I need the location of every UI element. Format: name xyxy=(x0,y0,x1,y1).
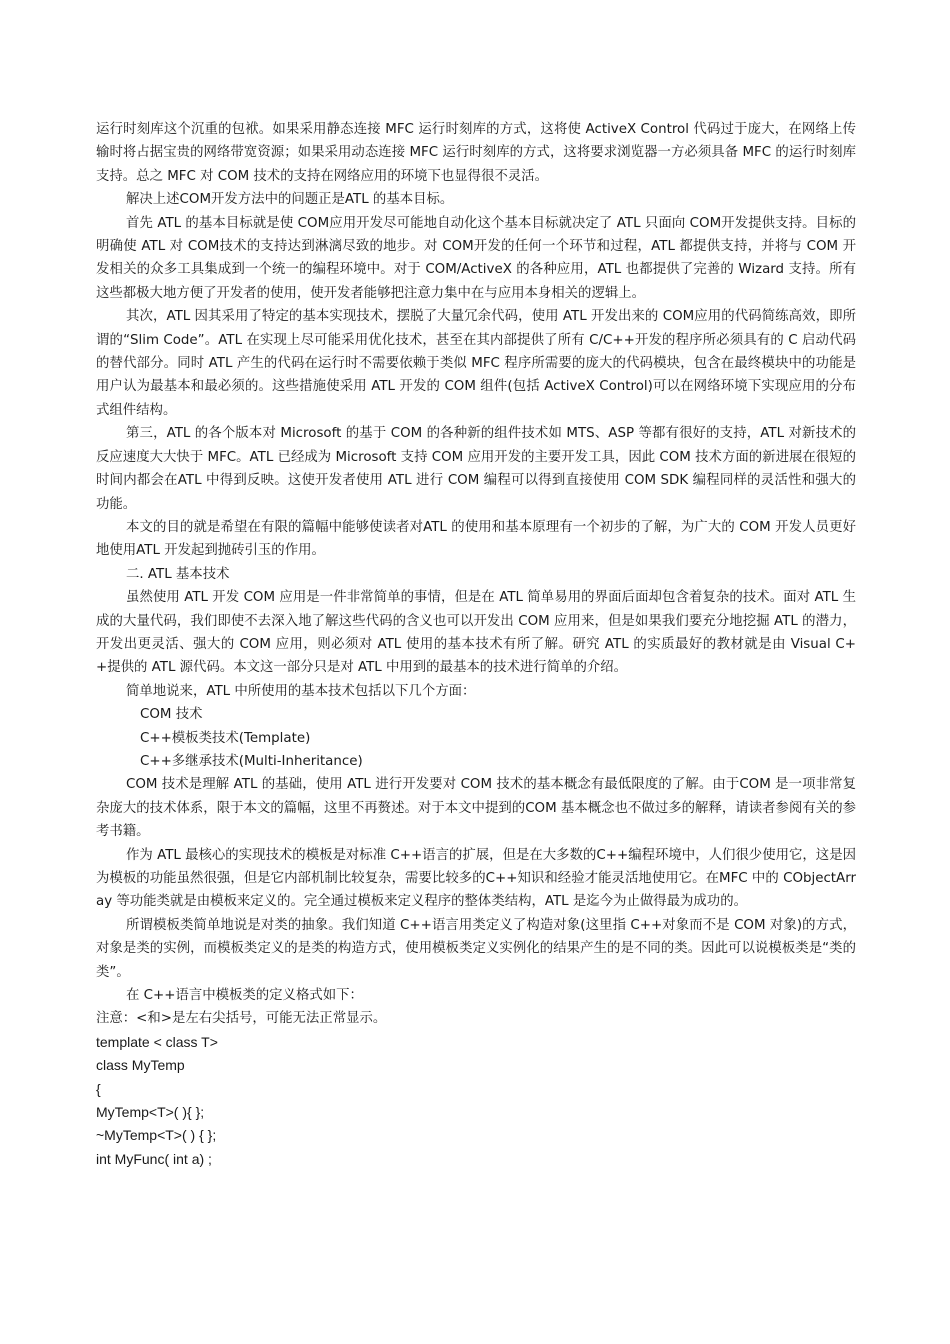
paragraph: 本文的目的就是希望在有限的篇幅中能够使读者对ATL 的使用和基本原理有一个初步的了解，为广大的 COM 开发人员更好地使用ATL 开发起到抛砖引玉的作用。 xyxy=(96,519,856,559)
paragraph: 解决上述COM开发方法中的问题正是ATL 的基本目标。 xyxy=(126,192,454,208)
section-heading: 二. ATL 基本技术 xyxy=(126,566,230,582)
paragraph: 在 C++语言中模板类的定义格式如下： xyxy=(126,988,363,1004)
paragraph: 第三，ATL 的各个版本对 Microsoft 的基于 COM 的各种新的组件技术如 MTS、ASP 等都有很好的支持，ATL 对新技术的反应速度大大快于 MFC。ATL 已经成为 Microsoft 支持 COM 应用开发的主要开发工具，因此 COM 技术方面的新进展在很短的时间内都会在ATL 中得到反映。这使开发者使用 ATL 进行 COM 编程可以得到直接使用 COM SDK 编程同样的灵活性和强大的功能。 xyxy=(96,426,856,512)
paragraph: 所谓模板类简单地说是对类的抽象。我们知道 C++语言用类定义了构造对象(这里指 C++对象而不是 COM 对象)的方式，对象是类的实例，而模板类定义的是类的构造方式，使用模板类定义实例化的结果产生的是不同的类。因此可以说模板类是“类的类”。 xyxy=(96,917,856,980)
paragraph: 虽然使用 ATL 开发 COM 应用是一件非常简单的事情，但是在 ATL 简单易用的界面后面却包含着复杂的技术。面对 ATL 生成的大量代码，我们即使不去深入地了解这些代码的含义也可以开发出 COM 应用来，但是如果我们要充分地挖掘 ATL 的潜力，开发出更灵活、强大的 COM 应用，则必须对 ATL 使用的基本技术有所了解。研究 ATL 的实质最好的教材就是由 Visual C++提供的 ATL 源代码。本文这一部分只是对 ATL 中用到的最基本的技术进行简单的介绍。 xyxy=(96,590,856,676)
paragraph: COM 技术是理解 ATL 的基础，使用 ATL 进行开发要对 COM 技术的基本概念有最低限度的了解。由于COM 是一项非常复杂庞大的技术体系，限于本文的篇幅，这里不再赘述。对于本文中提到的COM 基本概念也不做过多的解释，请读者参阅有关的参考书籍。 xyxy=(96,777,856,840)
note-paragraph: 注意：<和>是左右尖括号，可能无法正常显示。 xyxy=(96,1011,387,1027)
paragraph: 其次，ATL 因其采用了特定的基本实现技术，摆脱了大量冗余代码，使用 ATL 开发出来的 COM应用的代码简练高效，即所谓的“Slim Code”。ATL 在实现上尽可能采用优化技术，甚至在其内部提供了所有 C/C++开发的程序所必须具有的 C 启动代码的替代部分。同时 ATL 产生的代码在运行时不需要依赖于类似 MFC 程序所需要的庞大的代码模块，包含在最终模块中的功能是用户认为最基本和最必须的。这些措施使采用 ATL 开发的 COM 组件(包括 ActiveX Control)可以在网络环境下实现应用的分布式组件结构。 xyxy=(96,309,856,418)
code-block xyxy=(96,1031,856,1171)
paragraph: 作为 ATL 最核心的实现技术的模板是对标准 C++语言的扩展，但是在大多数的C++编程环境中，人们很少使用它，这是因为模板的功能虽然很强，但是它内部机制比较复杂，需要比较多的C++知识和经验才能灵活地使用它。在MFC 中的 CObjectArray 等功能类就是由模板来定义的。完全通过模板来定义程序的整体类结构，ATL 是迄今为止做得最为成功的。 xyxy=(96,847,856,910)
code-line: MyTemp<T>( ){ }; xyxy=(96,1104,205,1121)
paragraph: 简单地说来，ATL 中所使用的基本技术包括以下几个方面： xyxy=(126,683,476,699)
code-line: int MyFunc( int a) ; xyxy=(96,1150,212,1167)
list-item: C++多继承技术(Multi-Inheritance) xyxy=(140,753,363,769)
list-item: C++模板类技术(Template) xyxy=(140,730,311,746)
code-line: class MyTemp xyxy=(96,1057,185,1074)
document-page xyxy=(96,118,856,1171)
paragraph: 运行时刻库这个沉重的包袱。如果采用静态连接 MFC 运行时刻库的方式，这将使 ActiveX Control 代码过于庞大，在网络上传输时将占据宝贵的网络带宽资源；如果采用动态连接 MFC 运行时刻库的方式，这将要求浏览器一方必须具备 MFC 的运行时刻库支持。总之 MFC 对 COM 技术的支持在网络应用的环境下也显得很不灵活。 xyxy=(96,122,856,184)
paragraph: 首先 ATL 的基本目标就是使 COM应用开发尽可能地自动化这个基本目标就决定了 ATL 只面向 COM开发提供支持。目标的明确使 ATL 对 COM技术的支持达到淋漓尽致的地步。对 COM开发的任何一个环节和过程，ATL 都提供支持，并将与 COM 开发相关的众多工具集成到一个统一的编程环境中。对于 COM/ActiveX 的各种应用，ATL 也都提供了完善的 Wizard 支持。所有这些都极大地方便了开发者的使用，使开发者能够把注意力集中在与应用本身相关的逻辑上。 xyxy=(96,215,856,301)
code-line: { xyxy=(96,1080,101,1097)
list-item: COM 技术 xyxy=(140,707,203,723)
technique-list xyxy=(96,703,856,773)
code-line: ~MyTemp<T>( ) { }; xyxy=(96,1127,217,1144)
code-line: template < class T> xyxy=(96,1033,218,1050)
